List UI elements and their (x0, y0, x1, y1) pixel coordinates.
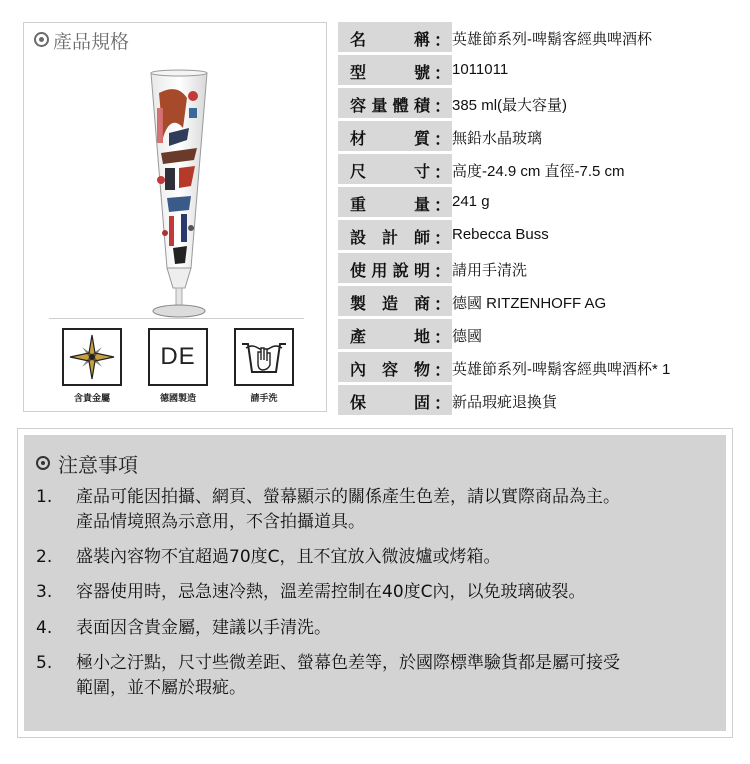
product-spec-panel (23, 22, 327, 412)
spec-row (338, 352, 723, 382)
de-icon (148, 328, 208, 386)
spec-value: 英雄節系列-啤鬍客經典啤酒杯 (452, 31, 652, 48)
spec-label: 名稱 (350, 30, 430, 49)
notice-line: 範圍，並不屬於瑕疵。 (76, 678, 246, 698)
notice-title-text: 注意事項 (58, 453, 138, 477)
spec-value: 高度-24.9 cm 直徑-7.5 cm (452, 163, 625, 180)
spec-label: 內容物 (350, 360, 430, 379)
spec-colon: ： (434, 163, 451, 183)
notice-line: 表面因含貴金屬，建議以手清洗。 (76, 618, 331, 638)
spec-row (338, 220, 723, 250)
target-icon (36, 456, 50, 470)
notice-text (76, 545, 716, 570)
spec-label: 製造商 (350, 294, 430, 313)
notice-text (76, 651, 716, 701)
spec-label: 型號 (350, 63, 430, 82)
spec-row (338, 22, 723, 52)
hand-wash-icon (234, 328, 294, 386)
spec-colon: ： (434, 31, 451, 51)
spec-label: 尺寸 (350, 162, 430, 181)
notice-box (17, 428, 733, 738)
spec-colon: ： (434, 295, 451, 315)
notice-number: 5. (36, 653, 53, 673)
spec-label: 設計師 (350, 228, 430, 247)
spec-value: 請用手清洗 (452, 262, 528, 279)
hand-wash-glyph (238, 334, 290, 380)
notice-title (36, 449, 138, 478)
notice-text (76, 485, 716, 535)
divider (49, 318, 304, 319)
notice-line: 產品可能因拍攝、網頁、螢幕顯示的關係產生色差，請以實際商品為主。 (76, 487, 620, 507)
notice-line: 極小之汙點，尺寸些微差距、螢幕色差等，於國際標準驗貨都是屬可接受 (76, 653, 620, 673)
spec-row (338, 88, 723, 118)
spec-label: 產地 (350, 327, 430, 346)
spec-label: 保固 (350, 393, 430, 412)
spec-panel-title (34, 27, 129, 54)
spec-colon: ： (434, 64, 451, 84)
spec-row (338, 154, 723, 184)
spec-row (338, 187, 723, 217)
spec-colon: ： (434, 262, 451, 282)
made-in-germany-label: 德國製造 (159, 394, 196, 404)
notice-text (76, 580, 716, 605)
spec-label: 材質 (350, 129, 430, 148)
spec-colon: ： (434, 394, 451, 414)
spec-value: 新品瑕疵退換貨 (452, 394, 558, 411)
notice-line: 容器使用時，忌急速冷熱，溫差需控制在40度C內，以免玻璃破裂。 (76, 582, 586, 602)
spec-colon: ： (434, 328, 451, 348)
notice-text (76, 616, 716, 641)
spec-colon: ： (434, 97, 451, 117)
spec-row (338, 385, 723, 415)
spec-colon: ： (434, 196, 451, 216)
notice-number: 3. (36, 582, 53, 602)
spec-colon: ： (434, 229, 451, 249)
gold-star-glyph (68, 333, 116, 381)
spec-value: 385 ml(最大容量) (452, 97, 568, 114)
spec-colon: ： (434, 361, 451, 381)
gold-label: 含貴金屬 (73, 394, 110, 404)
notice-inner (24, 435, 726, 731)
notice-number: 1. (36, 487, 53, 507)
spec-value: Rebecca Buss (452, 226, 549, 243)
spec-value: 1011011 (452, 61, 509, 78)
spec-row (338, 121, 723, 151)
target-icon (34, 32, 49, 47)
spec-value: 德國 (452, 328, 483, 345)
spec-value: 無鉛水晶玻璃 (452, 130, 543, 147)
spec-row (338, 55, 723, 85)
spec-row (338, 286, 723, 316)
beer-glass-image (139, 68, 219, 328)
notice-line: 盛裝內容物不宜超過70度C，且不宜放入微波爐或烤箱。 (76, 547, 501, 567)
spec-panel-title-text: 產品規格 (53, 31, 130, 53)
notice-number: 2. (36, 547, 53, 567)
spec-label: 容量體積 (350, 96, 430, 115)
de-text: DE (160, 343, 196, 370)
spec-label: 使用說明 (350, 261, 430, 280)
spec-row (338, 319, 723, 349)
spec-value: 241 g (452, 193, 490, 210)
hand-wash-label: 請手洗 (250, 394, 278, 404)
notice-line: 產品情境照為示意用，不含拍攝道具。 (76, 512, 365, 532)
spec-value: 英雄節系列-啤鬍客經典啤酒杯* 1 (452, 361, 671, 378)
spec-colon: ： (434, 130, 451, 150)
spec-label: 重量 (350, 195, 430, 214)
notice-number: 4. (36, 618, 53, 638)
spec-value: 德國 RITZENHOFF AG (452, 295, 607, 312)
spec-row (338, 253, 723, 283)
gold-star-icon (62, 328, 122, 386)
